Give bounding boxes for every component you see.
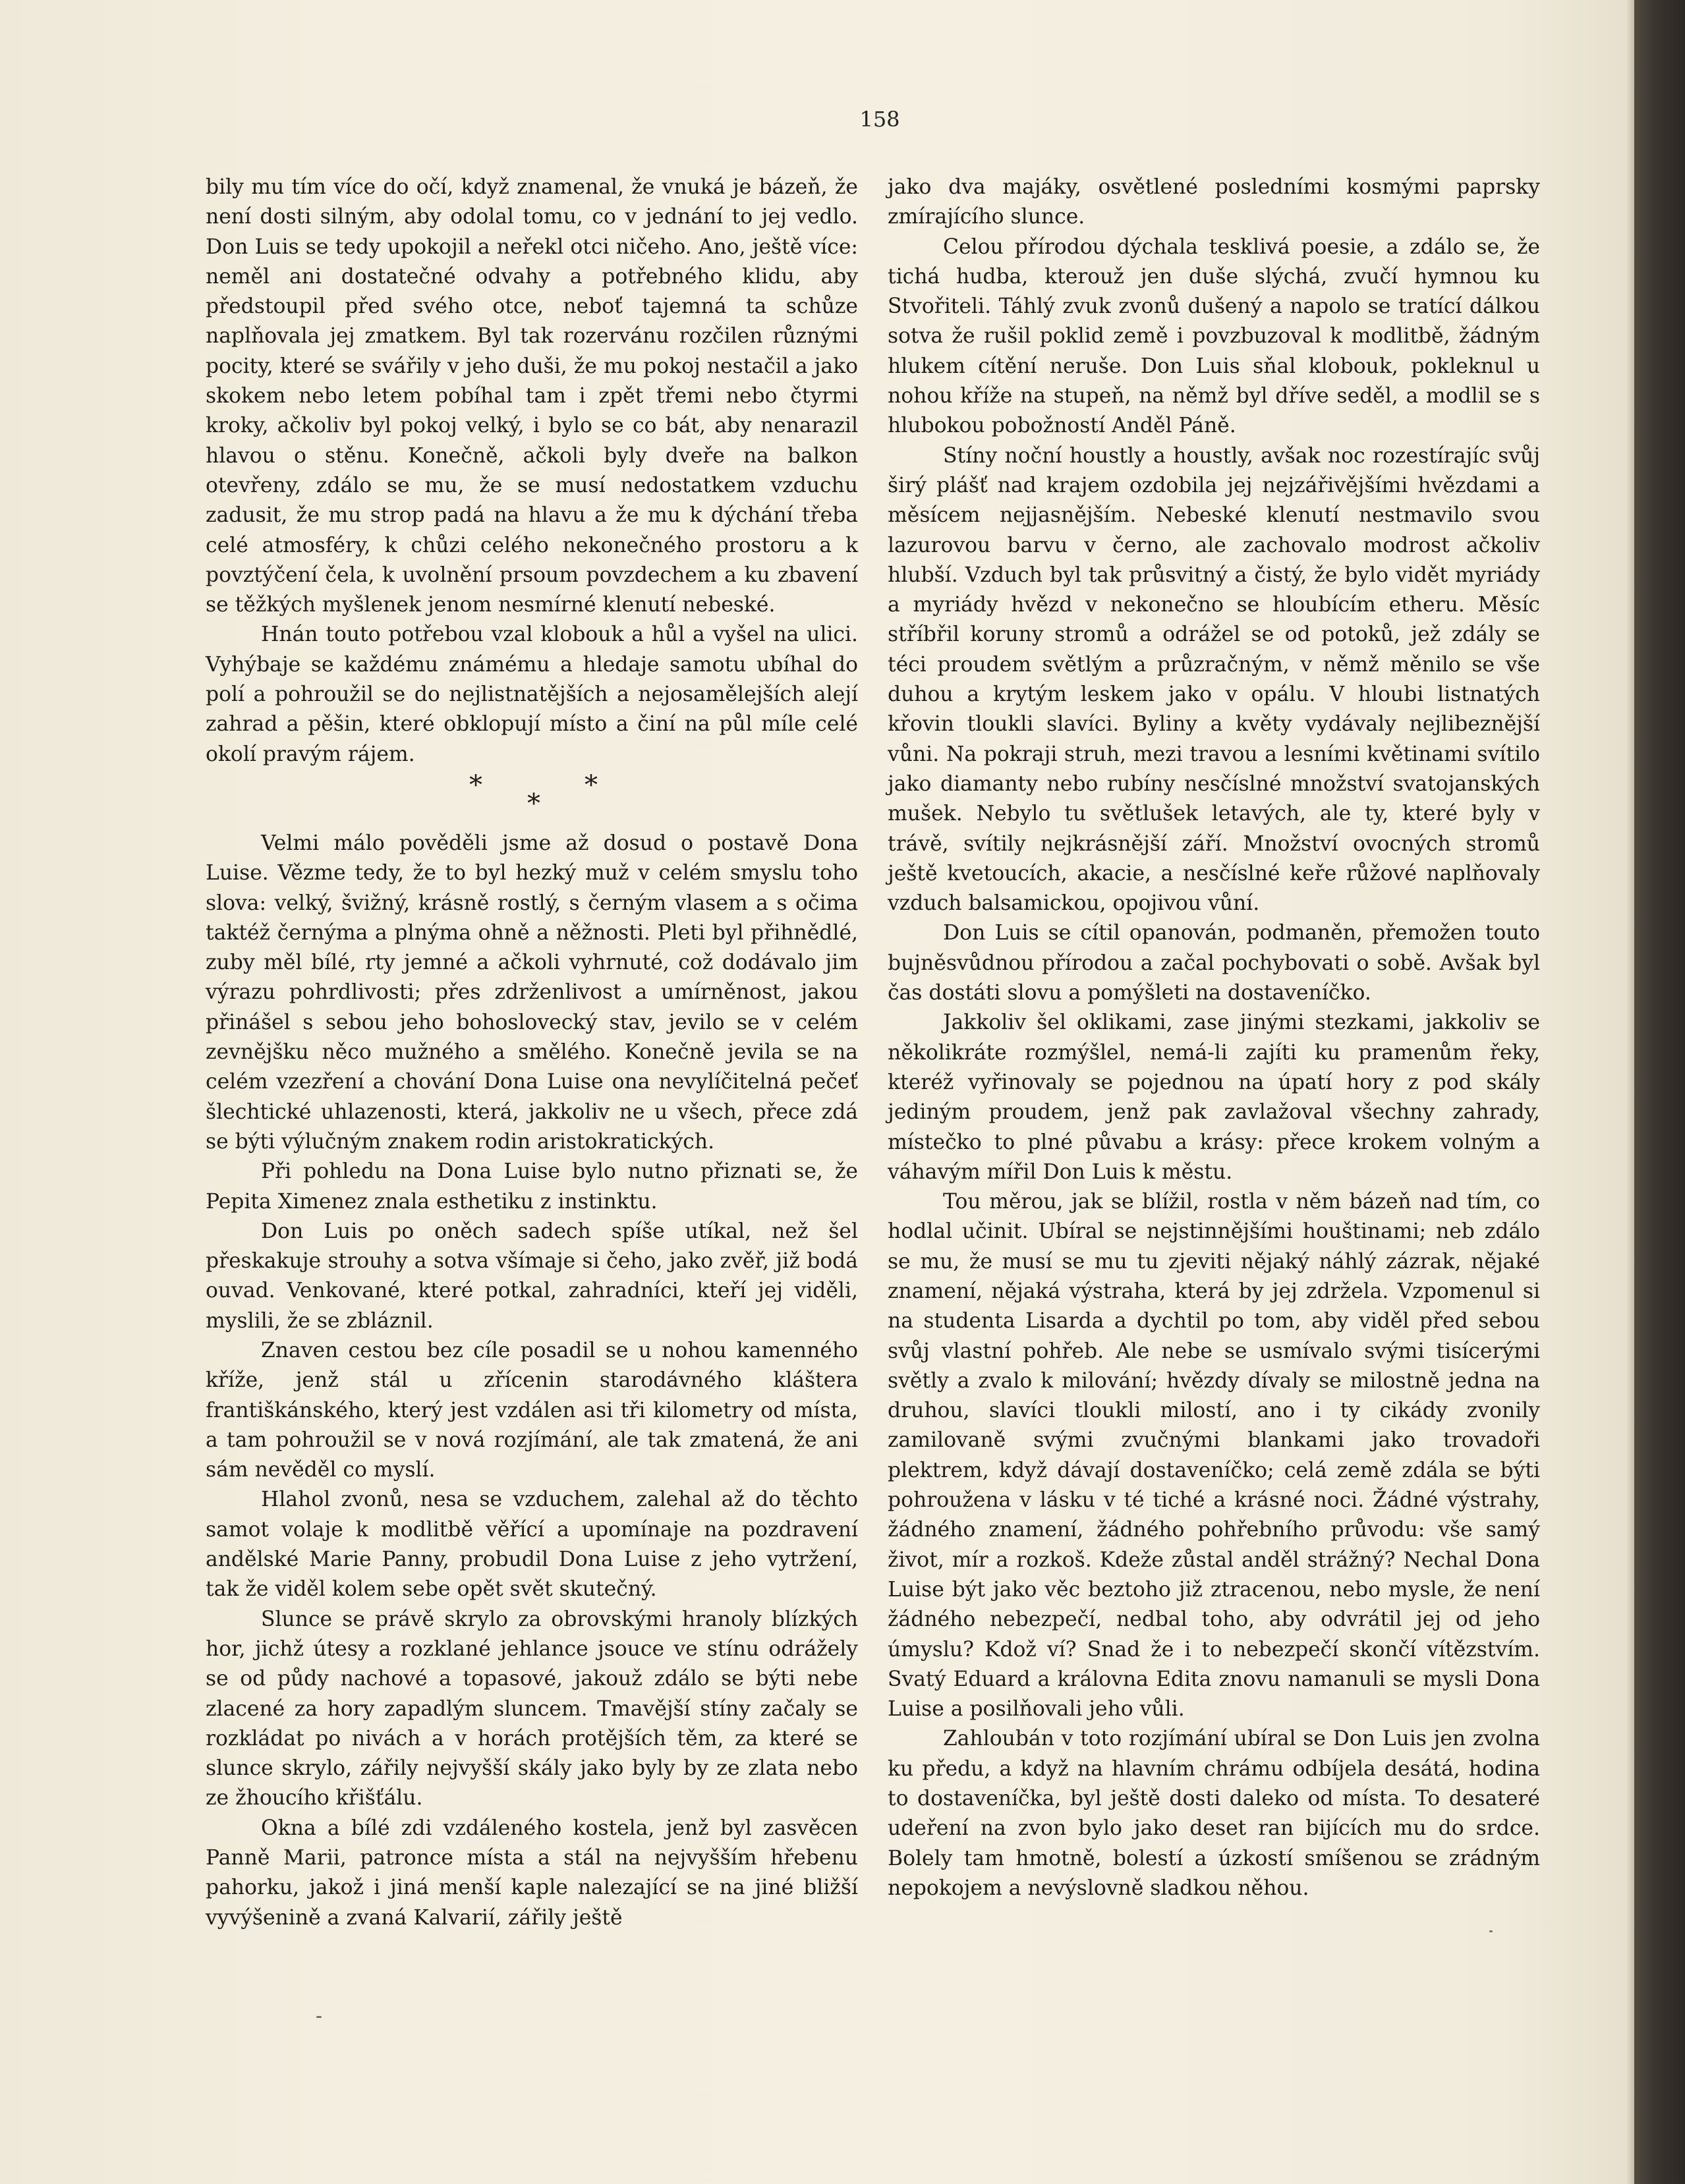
paragraph: Hlahol zvonů, nesa se vzduchem, zalehal až do těchto samot volaje k modlitbě věřící a upomínaje na pozdravení andělské Marie Panny, probudil Dona Luise z jeho vytržení, tak že viděl kolem sebe opět svět skutečný.: [206, 1488, 858, 1602]
page-number: 158: [859, 107, 900, 132]
paragraph: bily mu tím více do očí, když znamenal, že vnuká je bázeň, že není dosti silným, aby odolal tomu, co v jednání to jej vedlo. Don Luis se tedy upokojil a neřekl otci ničeho. Ano, ještě více: neměl ani dostatečné odvahy a potřebného klidu, aby předstoupil před svého otce, neboť tajemná ta schůze naplňovala jej zmatkem. Byl tak rozervánu rozčilen různými pocity, které se svářily v jeho duši, že mu pokoj nestačil a jako skokem nebo letem pobíhal tam i zpět třemi nebo čtyrmi kroky, ačkoliv byl pokoj velký, i bylo se co bát, aby nenarazil hlavou o stěnu. Konečně, ačkoli byly dveře na balkon otevřeny, zdálo se mu, že se musí nedostatkem vzduchu zadusit, že mu strop padá na hlavu a že mu k dýchání třeba celé atmosféry, k chůzi celého nekonečného prostoru a k povztýčení čela, k uvolnění prsoum povzdechem a ku zbavení se těžkých myšlenek jenom nesmírné klenutí nebeské.: [206, 175, 858, 617]
paragraph: Hnán touto potřebou vzal klobouk a hůl a vyšel na ulici. Vyhýbaje se každému známému a hledaje samotu ubíhal do polí a pohroužil se do nejlistnatějších a nejosamělejších alejí zahrad a pěšin, které obklopují místo a činí na půl míle celé okolí pravým rájem.: [206, 623, 858, 766]
paragraph: Stíny noční houstly a houstly, avšak noc rozestírajíc svůj širý plášť nad krajem ozdobila jej nejzářivějšími hvězdami a měsícem nejjasnějším. Nebeské klenutí nestmavilo svou lazurovou barvu v černo, ale zachovalo modrost ačkoliv hlubší. Vzduch byl tak průsvitný a čistý, že bylo vidět myriády a myriády hvězd v nekonečno se hloubícím etheru. Měsíc stříbřil koruny stromů a odrážel se od potoků, jež zdály se téci proudem světlým a průzračným, v němž měnilo se vše duhou a krytým leskem jako v opálu. V hloubi listnatých křovin tloukli slavíci. Byliny a květy vydávaly nejlibeznější vůni. Na pokraji struh, mezi travou a lesními květinami svítilo jako diamanty nebo rubíny nesčíslné množství svatojanských mušek. Nebylo tu světlušek letavých, ale ty, které byly v trávě, svítily nejkrásnější září. Množství ovocných stromů ještě kvetoucích, akacie, a nesčíslné keře růžové naplňovaly vzduch balsamickou, opojivou vůní.: [888, 443, 1540, 916]
paragraph: Don Luis se cítil opanován, podmaněn, přemožen touto bujněsvůdnou přírodou a začal pochybovati o sobě. Avšak byl čas dostáti slovu a pomýšleti na dostaveníčko.: [888, 921, 1540, 1005]
separator-asterisk: *: [527, 788, 540, 819]
section-separator: [206, 770, 858, 829]
right-text-column: [888, 173, 1540, 1903]
left-text-column: [206, 173, 858, 1933]
paragraph: Znaven cestou bez cíle posadil se u nohou kamenného kříže, jenž stál u zřícenin starodávného kláštera františkánského, který jest vzdálen asi tři kilometry od místa, a tam pohroužil se v nová rozjímání, ale tak zmatená, že ani sám nevěděl co myslí.: [206, 1338, 858, 1482]
paragraph: jako dva majáky, osvětlené posledními kosmými paprsky zmírajícího slunce.: [888, 175, 1540, 229]
paragraph: Don Luis po oněch sadech spíše utíkal, než šel přeskakuje strouhy a sotva všímaje si čeho, jako zvěř, již bodá ouvad. Venkované, které potkal, zahradníci, kteří jej viděli, myslili, že se zbláznil.: [206, 1219, 858, 1333]
paper-fleck: [316, 2016, 322, 2018]
scan-background-strip: [1634, 0, 1685, 2184]
paragraph: Okna a bílé zdi vzdáleného kostela, jenž byl zasvěcen Panně Marii, patronce místa a stál na nejvyšším hřebenu pahorku, jakož i jiná menší kaple nalezající se na jiné bližší vyvýšenině a zvaná Kalvarií, zářily ještě: [206, 1816, 858, 1930]
separator-asterisk: *: [585, 770, 598, 800]
paragraph: Jakkoliv šel oklikami, zase jinými stezkami, jakkoliv se několikráte rozmýšlel, nemá-li zajíti ku pramenům řeky, kteréž vyřinovaly se pojednou na úpatí hory z pod skály jediným proudem, jenž pak zavlažoval všechny zahrady, místečko to plné půvabu a krásy: přece krokem volným a váhavým mířil Don Luis k městu.: [888, 1011, 1540, 1184]
paragraph: Slunce se právě skrylo za obrovskými hranoly blízkých hor, jichž útesy a rozklané jehlance jsouce ve stínu odrážely se od půdy nachové a topasové, jakouž zdálo se býti nebe zlacené za hory zapadlým sluncem. Tmavější stíny začaly se rozkládat po nivách a v horách protějších těm, za které se slunce skrylo, zářily nejvyšší skály jako byly by ze zlata nebo ze žhoucího křišťálu.: [206, 1607, 858, 1810]
paragraph: Při pohledu na Dona Luise bylo nutno přiznati se, že Pepita Ximenez znala esthetiku z instinktu.: [206, 1160, 858, 1214]
paper-fleck: [1489, 1930, 1493, 1932]
paragraph: Tou měrou, jak se blížil, rostla v něm bázeň nad tím, co hodlal učinit. Ubíral se nejstinnějšími houštinami; neb zdálo se mu, že musí se mu tu zjeviti nějaký náhlý zázrak, nějaké znamení, nějaká výstraha, která by jej zdržela. Vzpomenul si na studenta Lisarda a dychtil po tom, aby viděl před sebou svůj vlastní pohřeb. Ale nebe se usmívalo svými tisícerými světly a zvalo k milování; hvězdy dívaly se milostně jedna na druhou, slavíci tloukli milostí, ano i ty cikády zvonily zamilovaně svými zvučnými blankami jako trovadoři plektrem, když dávají dostaveníčko; celá země zdála se býti pohroužena v lásku v té tiché a krásné noci. Žádné výstrahy, žádného znamení, žádného pohřebního průvodu: vše samý život, mír a rozkoš. Kdeže zůstal anděl strážný? Nechal Dona Luise být jako věc beztoho již ztracenou, nebo mysle, že není žádného nebezpečí, nedbal toho, aby odvrátil jej od jeho úmyslu? Kdož ví? Snad že i to nebezpečí skončí vítězstvím. Svatý Eduard a královna Edita znovu namanuli se mysli Dona Luise a posilňovali jeho vůli.: [888, 1190, 1540, 1722]
paragraph: Celou přírodou dýchala tesklivá poesie, a zdálo se, že tichá hudba, kterouž jen duše slýchá, zvučí hymnou ku Stvořiteli. Táhlý zvuk zvonů dušený a napolo se tratící dálkou sotva že rušil poklid země i povzbuzoval k modlitbě, žádným hlukem cítění neruše. Don Luis sňal klobouk, pokleknul u nohou kříže na stupeň, na němž byl dříve seděl, a modlil se s hlubokou pobožností Anděl Páně.: [888, 235, 1540, 438]
separator-asterisk: *: [469, 770, 482, 800]
paragraph: Velmi málo pověděli jsme až dosud o postavě Dona Luise. Vězme tedy, že to byl hezký muž v celém smyslu toho slova: velký, švižný, krásně rostlý, s černým vlasem a s očima taktéž černýma a plnýma ohně a něžnosti. Pleti byl přihnědlé, zuby měl bílé, rty jemné a ačkoli vyhrnuté, což dodávalo jim výrazu pohrdlivosti; přes zdrženlivost a umírněnost, jakou přinášel s sebou jeho bohoslovecký stav, jevilo se v celém zevnějšku něco mužného a smělého. Konečně jevila se na celém vzezření a chování Dona Luise ona nevylíčitelná pečeť šlechtické uhlazenosti, která, jakkoliv ne u všech, přece zdá se býti výlučným znakem rodin aristokratických.: [206, 831, 858, 1154]
paragraph: Zahloubán v toto rozjímání ubíral se Don Luis jen zvolna ku předu, a když na hlavním chrámu odbíjela desátá, hodina to dostaveníčka, byl ještě dosti daleko od místa. To desateré udeření na zvon bylo jako deset ran bijících mu do srdce. Bolely tam hmotně, bolestí a úzkostí smíšenou se zrádným nepokojem a nevýslovně sladkou něhou.: [888, 1727, 1540, 1900]
